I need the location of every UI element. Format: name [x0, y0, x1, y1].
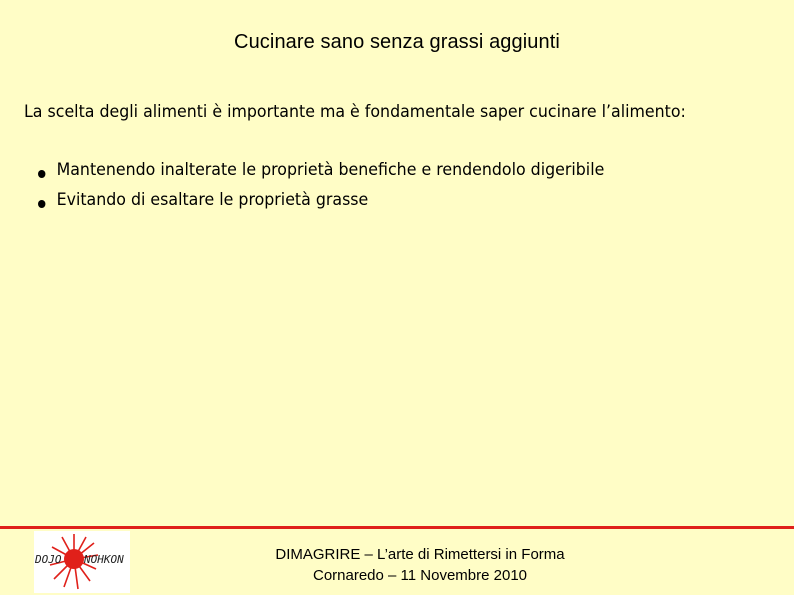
bullet-icon — [38, 170, 45, 178]
slide-title: Cucinare sano senza grassi aggiunti — [234, 31, 560, 53]
svg-text:DOJO: DOJO — [35, 553, 62, 566]
footer-line-2: Cornaredo – 11 Novembre 2010 — [312, 567, 528, 584]
bullet-text: Mantenendo inalterate le proprietà benefiche e rendendolo digeribile — [56, 160, 605, 180]
bullet-item — [38, 160, 604, 190]
svg-text:NOHKON: NOHKON — [84, 553, 124, 566]
footer-divider — [0, 526, 794, 529]
footer-text — [220, 544, 620, 586]
bullet-item — [38, 190, 604, 220]
bullet-list — [38, 160, 647, 220]
sun-logo-icon — [34, 531, 130, 593]
intro-text: La scelta degli alimenti è importante ma è fondamentale saper cucinare l’alimento: — [24, 102, 686, 122]
bullet-text: Evitando di esaltare le proprietà grasse — [56, 190, 369, 210]
footer-line-1: DIMAGRIRE – L’arte di Rimettersi in Forma — [275, 546, 565, 563]
dojo-logo — [34, 531, 130, 593]
bullet-icon — [38, 200, 45, 208]
